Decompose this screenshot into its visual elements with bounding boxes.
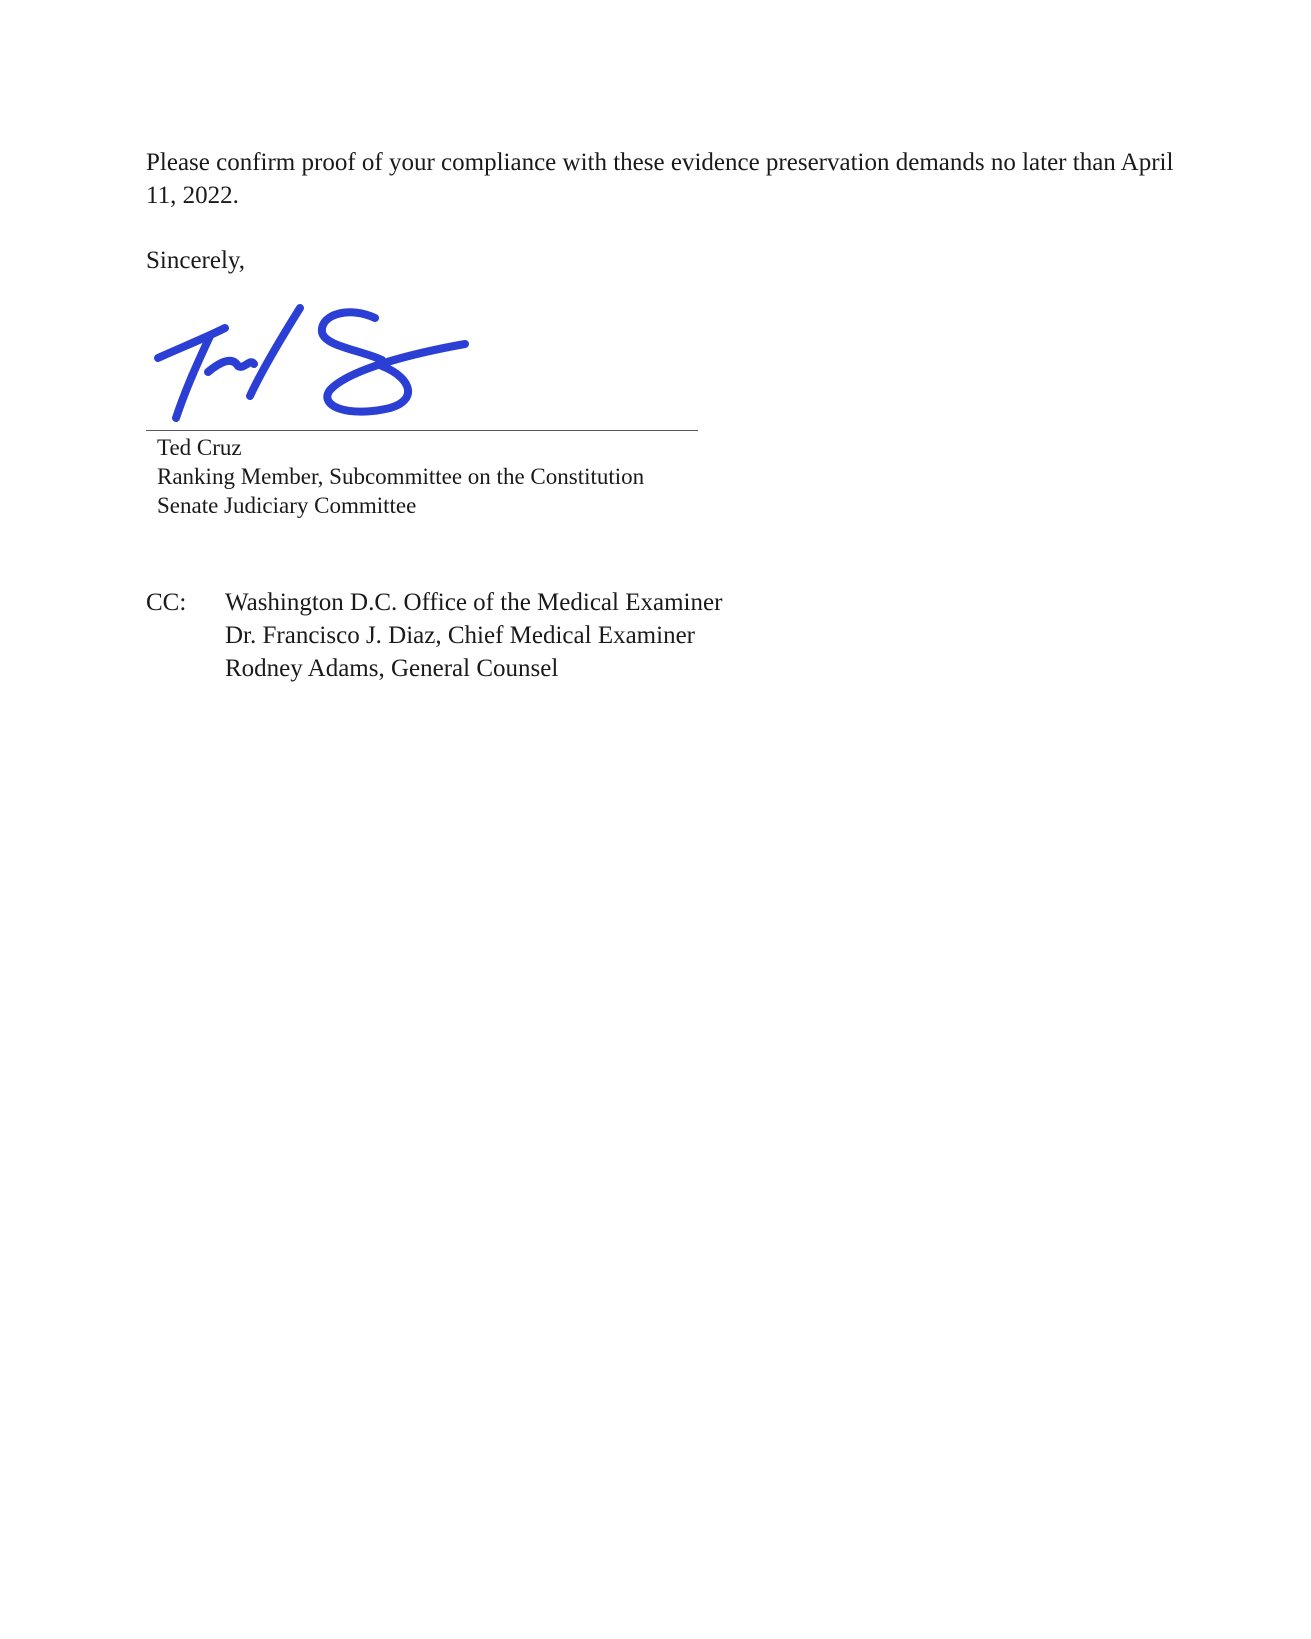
cc-recipient: Washington D.C. Office of the Medical Examiner: [225, 589, 723, 616]
signer-name: Ted Cruz: [157, 435, 242, 460]
handwritten-signature: [150, 300, 480, 430]
cc-recipient: Rodney Adams, General Counsel: [225, 655, 559, 682]
signer-committee: Senate Judiciary Committee: [157, 493, 417, 518]
signer-title: Ranking Member, Subcommittee on the Constitution: [157, 464, 645, 489]
cc-recipients: [225, 586, 722, 685]
cc-label: CC:: [146, 589, 187, 616]
signature-line: [146, 430, 698, 431]
closing-salutation: Sincerely,: [146, 247, 246, 274]
signer-block: [157, 433, 644, 520]
cc-recipient: Dr. Francisco J. Diaz, Chief Medical Examiner: [225, 622, 695, 649]
body-paragraph: Please confirm proof of your compliance with these evidence preservation demands no later than April 11, 2022.: [146, 149, 1174, 209]
